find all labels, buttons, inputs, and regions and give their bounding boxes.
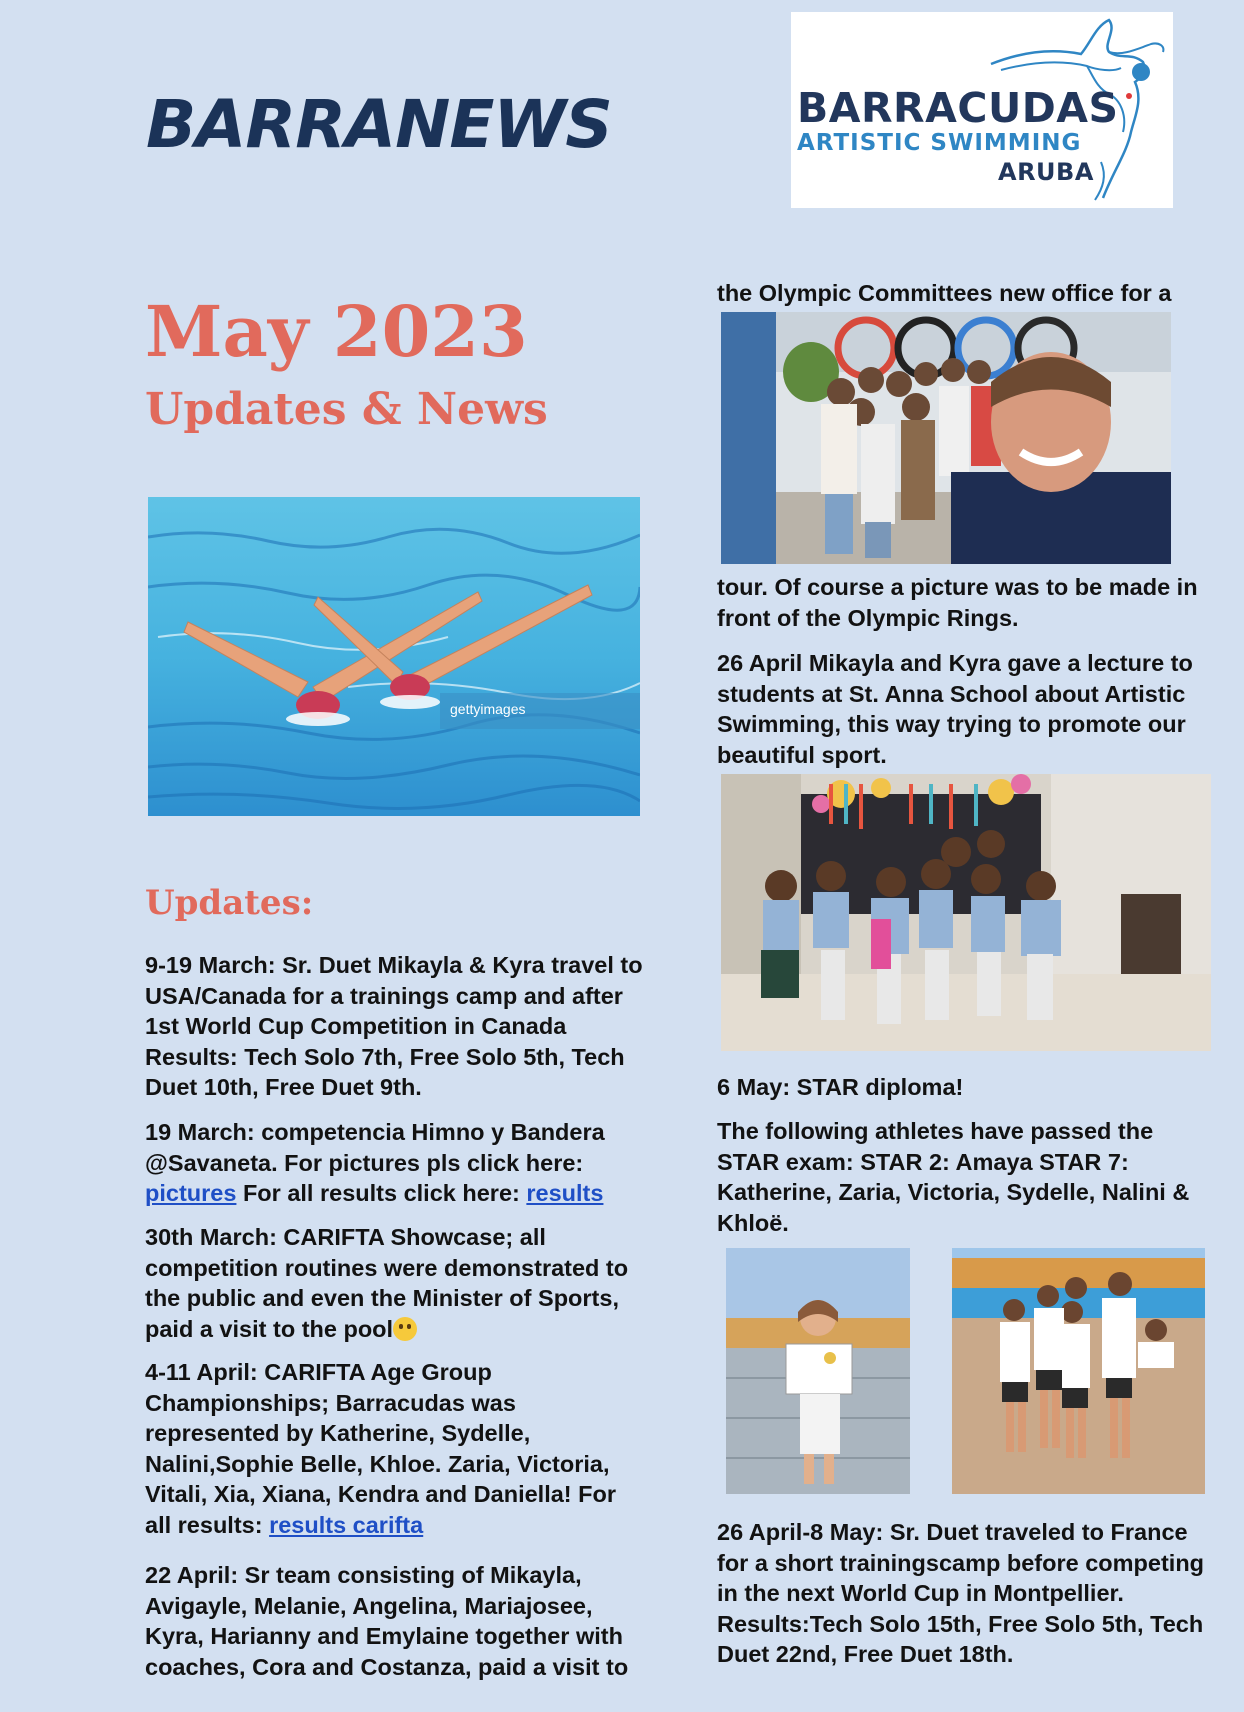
update-himno-bandera: [145, 1117, 645, 1209]
logo-line-3: ARUBA: [998, 158, 1094, 186]
smiley-emoji-icon: [393, 1317, 417, 1341]
st-anna-lecture: 26 April Mikayla and Kyra gave a lecture to students at St. Anna School about Artistic Swimming, this way trying to promote our beautiful sport.: [717, 650, 1193, 768]
star-diploma-photo-group: [952, 1248, 1205, 1494]
star-diploma-text: The following athletes have passed the STAR exam: STAR 2: Amaya STAR 7: Katherine, Zaria, Victoria, Sydelle, Nalini & Khloë.: [717, 1118, 1190, 1236]
logo-line-2: ARTISTIC SWIMMING: [797, 130, 1082, 156]
star-diploma-photo-girl: [726, 1248, 910, 1494]
getty-watermark: gettyimages: [450, 701, 526, 717]
olympic-visit-continued-top: the Olympic Committees new office for a: [717, 280, 1172, 306]
update-olympic-visit: 22 April: Sr team consisting of Mikayla, Avigayle, Melanie, Angelina, Mariajosee, Kyra, Harianny and Emylaine together with coaches, Cora and Costanza, paid a visit to: [145, 1562, 629, 1680]
france-trainingscamp: 26 April-8 May: Sr. Duet traveled to France for a short trainingscamp before competing in the next World Cup in Montpellier. Results:Tech Solo 15th, Free Solo 5th, Tech Duet 22nd, Free Duet 18th.: [717, 1519, 1205, 1667]
pictures-link[interactable]: pictures: [145, 1180, 237, 1206]
updates-heading: Updates:: [145, 883, 314, 923]
update-carifta-text: 4-11 April: CARIFTA Age Group Championships; Barracudas was represented by Katherine, Sydelle, Nalini,Sophie Belle, Khloe. Zaria, Victoria, Vitali, Xia, Xiana, Kendra and Daniella! For all results:: [145, 1359, 617, 1538]
olympic-visit-continued-bottom: tour. Of course a picture was to be made in front of the Olympic Rings.: [717, 574, 1198, 631]
olympic-committee-photo: [721, 312, 1171, 564]
barracudas-logo: [791, 12, 1173, 208]
masthead-title: BARRANEWS: [146, 86, 612, 163]
update-world-cup-canada: 9-19 March: Sr. Duet Mikayla & Kyra travel to USA/Canada for a trainings camp and after 1st World Cup Competition in Canada Results: Tech Solo 7th, Free Solo 5th, Tech Duet 10th, Free Duet 9th.: [145, 952, 643, 1100]
logo-line-1: BARRACUDAS: [797, 84, 1119, 132]
update-himno-text: 19 March: competencia Himno y Bandera @Savaneta. For pictures pls click here:: [145, 1119, 605, 1176]
results-link[interactable]: results: [526, 1180, 604, 1206]
update-carifta-showcase: [145, 1222, 645, 1344]
star-diploma-heading: 6 May: STAR diploma!: [717, 1074, 964, 1100]
hero-photo-swimmers: [148, 497, 640, 816]
st-anna-classroom-photo: [721, 774, 1211, 1051]
update-himno-middle: For all results click here:: [236, 1180, 527, 1206]
update-showcase-text: 30th March: CARIFTA Showcase; all competition routines were demonstrated to the public and even the Minister of Sports, paid a visit to the pool: [145, 1224, 629, 1342]
update-carifta-championships: [145, 1357, 645, 1540]
issue-subtitle: Updates & News: [145, 384, 548, 435]
results-carifta-link[interactable]: results carifta: [269, 1511, 424, 1538]
issue-date: May 2023: [145, 290, 528, 373]
